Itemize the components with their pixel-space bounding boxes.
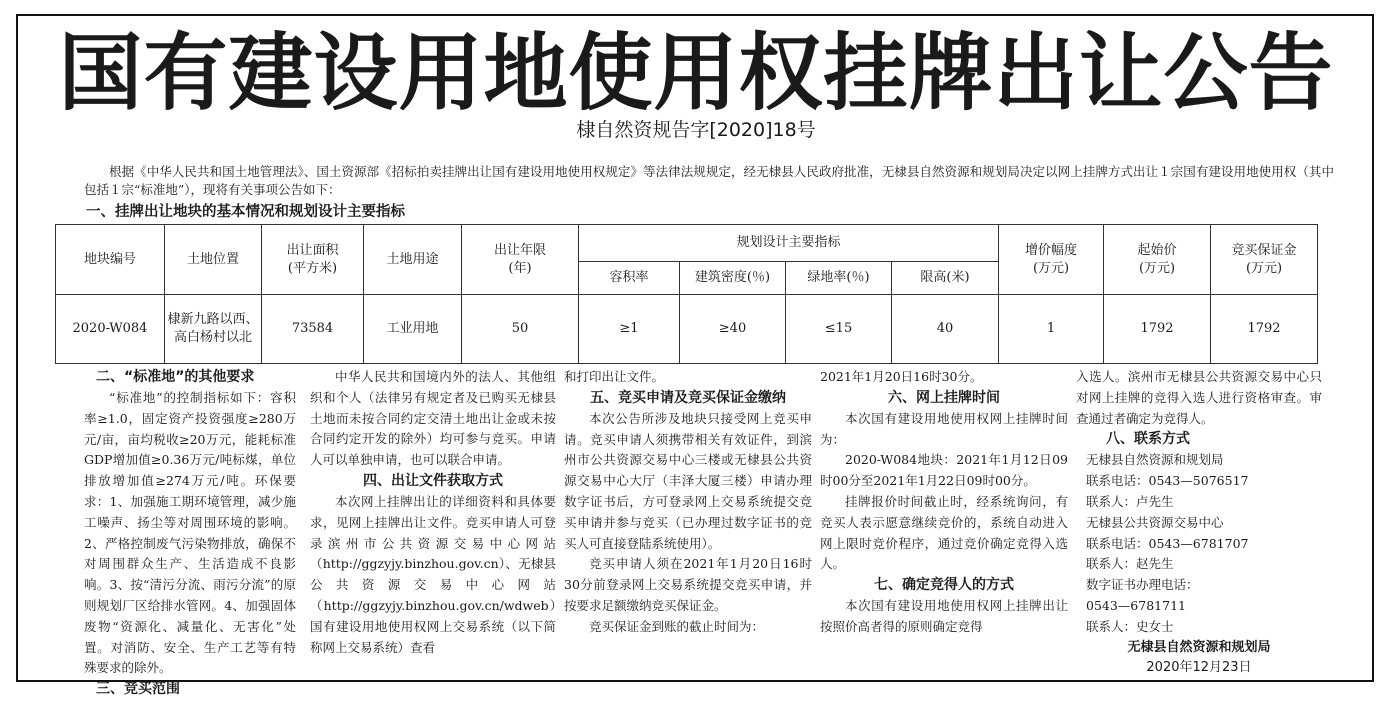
contact-line: 联系人：赵先生 xyxy=(1086,556,1174,572)
header-height: 限高(米) xyxy=(892,262,999,295)
section-3-text: 中华人民共和国境内外的法人、其他组织和个人（法律另有规定者及已购买无棣县土地而未按合同约定交清土地出让金或未按合同约定开发的除外）均可参与竞买。申请人可以单独申请，也可以联合申请。 xyxy=(310,369,556,468)
announcement-title: 国有建设用地使用权挂牌出让公告 xyxy=(58,24,1334,122)
contact-line: 数字证书办理电话： xyxy=(1086,577,1199,593)
document-number: 棣自然资规告字[2020]18号 xyxy=(576,119,816,141)
section-7-text-cont: 入选人。滨州市无棣县公共资源交易中心只对网上挂牌的竞得入选人进行资格审查。审查通过者确定为竞得人。 xyxy=(1076,369,1322,426)
section-4-text: 本次网上挂牌出让的详细资料和具体要求，见网上挂牌出让文件。竞买申请人可登录滨州市公共资源交易中心网站（http://ggzyjy.binzhou.gov.cn）、无棣县公共资源交易中心网站（http://ggzyjy.binzhou.gov.cn/wdweb）国有建设用地使用权网上交易系统（以下简称网上交易系统）查看 xyxy=(310,493,556,655)
section-6-text-a: 本次国有建设用地使用权网上挂牌时间为： xyxy=(820,410,1068,447)
text-column-5 xyxy=(1076,367,1322,679)
section-5-heading: 五、竞买申请及竞买保证金缴纳 xyxy=(590,389,786,406)
header-deposit: 竞买保证金 (万元) xyxy=(1211,225,1318,295)
cell-green: ≤15 xyxy=(786,295,892,364)
cell-area: 73584 xyxy=(262,295,364,364)
header-increment: 增价幅度 (万元) xyxy=(999,225,1104,295)
intro-paragraph: 根据《中华人民共和国土地管理法》、国土资源部《招标拍卖挂牌出让国有建设用地使用权规定》等法律法规规定，经无棣县人民政府批准，无棣县自然资源和规划局决定以网上挂牌方式出让１宗国有建设用地使用权（其中包括１宗“标准地”），现将有关事项公告如下： xyxy=(84,164,1334,197)
section-6-text-c: 挂牌报价时间截止时，经系统询问，有竞买人表示愿意继续竞价的，系统自动进入网上限时竞价程序，通过竞价确定竞得入选人。 xyxy=(820,493,1068,572)
text-column-1 xyxy=(84,367,296,700)
contact-line: 无棣县公共资源交易中心 xyxy=(1086,514,1224,530)
section-6-text-b: 2020-W084地块：2021年1月12日09时00分至2021年1月22日09时00分。 xyxy=(820,452,1068,489)
header-far: 容积率 xyxy=(579,262,680,295)
contact-line: 联系人：卢先生 xyxy=(1086,493,1174,509)
header-start-price: 起始价 (万元) xyxy=(1104,225,1211,295)
section-2-heading: 二、“标准地”的其他要求 xyxy=(96,369,255,385)
cell-increment: 1 xyxy=(999,295,1104,364)
section-5-text-c: 竞买保证金到账的截止时间为： xyxy=(589,618,765,634)
text-column-4 xyxy=(820,367,1068,638)
text-column-2 xyxy=(310,367,556,658)
section-4-heading: 四、出让文件获取方式 xyxy=(363,472,503,489)
header-density: 建筑密度(％) xyxy=(680,262,786,295)
cell-use: 工业用地 xyxy=(364,295,462,364)
header-use: 土地用途 xyxy=(364,225,462,295)
section-1-heading: 一、挂牌出让地块的基本情况和规划设计主要指标 xyxy=(86,204,405,220)
section-5-text-cont: 2021年1月20日16时30分。 xyxy=(820,369,983,384)
section-3-heading: 三、竞买范围 xyxy=(96,681,180,698)
section-7-heading: 七、确定竞得人的方式 xyxy=(874,577,1014,594)
cell-term: 50 xyxy=(462,295,579,364)
header-location: 土地位置 xyxy=(165,225,262,295)
issuer-signature: 无棣县自然资源和规划局 xyxy=(1127,639,1271,655)
section-6-heading: 六、网上挂牌时间 xyxy=(888,389,1000,406)
text-column-3 xyxy=(564,367,812,638)
cell-parcel-no: 2020-W084 xyxy=(56,295,165,364)
cell-start-price: 1792 xyxy=(1104,295,1211,364)
header-parcel-no: 地块编号 xyxy=(56,225,165,295)
issue-date: 2020年12月23日 xyxy=(1146,660,1252,676)
parcel-table xyxy=(55,224,1318,364)
cell-density: ≥40 xyxy=(680,295,786,364)
cell-location: 棣新九路以西、 高白杨村以北 xyxy=(165,295,262,364)
cell-deposit: 1792 xyxy=(1211,295,1318,364)
header-green: 绿地率(％) xyxy=(786,262,892,295)
header-term: 出让年限 (年) xyxy=(462,225,579,295)
header-planning: 规划设计主要指标 xyxy=(579,225,999,262)
section-8-heading: 八、联系方式 xyxy=(1106,431,1190,448)
table-row xyxy=(56,295,1318,364)
header-area: 出让面积 (平方米) xyxy=(262,225,364,295)
section-4-text-cont: 和打印出让文件。 xyxy=(564,369,665,384)
cell-height: 40 xyxy=(892,295,999,364)
contact-line: 联系电话：0543—5076517 xyxy=(1086,473,1249,489)
contact-line: 无棣县自然资源和规划局 xyxy=(1086,452,1224,468)
contact-line: 0543—6781711 xyxy=(1086,597,1186,613)
section-2-text: “标准地”的控制指标如下：容积率≥1.0，固定资产投资强度≥280万元/亩，亩均税收≥20万元，能耗标准GDP增加值≥0.36万元/吨标煤，单位排放增加值≥274万元/吨。环保要求：1、加强施工期环境管理，减少施工噪声、扬尘等对周围环境的影响。2、严格控制废气污染物排放，确保不对周围群众生产、生活造成不良影响。3、按“清污分流、雨污分流”的原则规划厂区给排水管网。4、加强固体废物“资源化、减量化、无害化”处置。对消防、安全、生产工艺等有特殊要求的除外。 xyxy=(84,390,296,676)
contact-line: 联系电话：0543—6781707 xyxy=(1086,535,1249,551)
section-5-text-b: 竞买申请人须在2021年1月20日16时30分前登录网上交易系统提交竞买申请，并按要求足额缴纳竞买保证金。 xyxy=(564,556,812,613)
section-7-text: 本次国有建设用地使用权网上挂牌出让按照价高者得的原则确定竞得 xyxy=(820,598,1068,634)
section-5-text-a: 本次公告所涉及地块只接受网上竞买申请。竞买申请人须携带相关有效证件，到滨州市公共资源交易中心三楼或无棣县公共资源交易中心大厅（丰泽大厦三楼）申请办理数字证书后，方可登录网上交易系统提交竞买申请并参与竞买（已办理过数字证书的竞买人可直接登陆系统使用）。 xyxy=(564,410,812,551)
contact-line: 联系人：史女士 xyxy=(1086,618,1174,634)
cell-far: ≥1 xyxy=(579,295,680,364)
